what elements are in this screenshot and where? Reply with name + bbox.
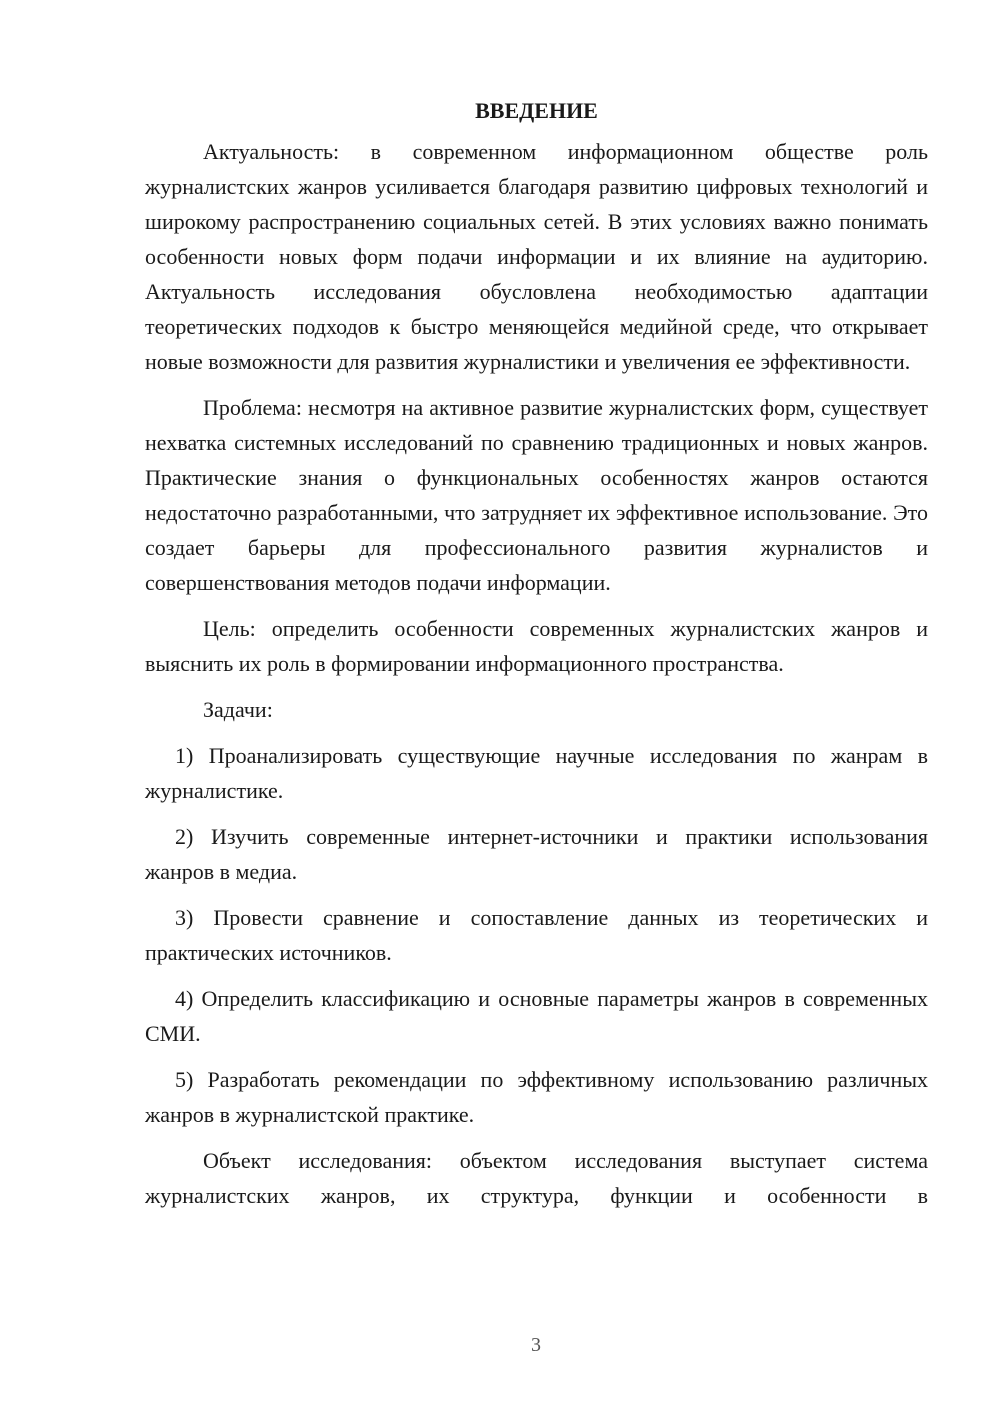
task-item: 1) Проанализировать существующие научные исследования по жанрам в журналистике. xyxy=(145,743,928,803)
task-item: 2) Изучить современные интернет-источники и практики использования жанров в медиа. xyxy=(145,824,928,884)
paragraph-problem: Проблема: несмотря на активное развитие журналистских форм, существует нехватка системных исследований по сравнению традиционных и новых жанров. Практические знания о функциональных особенностях жанров остаются недостаточно разработанными, что затрудняет их эффективное использование. Это создает барьеры для профессионального развития журналистов и совершенствования методов подачи информации. xyxy=(145,395,928,595)
section-title: ВВЕДЕНИЕ xyxy=(475,98,598,123)
paragraph-tasks-heading: Задачи: xyxy=(203,697,273,722)
document-page xyxy=(145,96,928,1224)
task-item: 3) Провести сравнение и сопоставление данных из теоретических и практических источников. xyxy=(145,905,928,965)
paragraph-goal: Цель: определить особенности современных журналистских жанров и выяснить их роль в формировании информационного пространства. xyxy=(145,616,928,676)
paragraph-relevance: Актуальность: в современном информационном обществе роль журналистских жанров усиливается благодаря развитию цифровых технологий и широкому распространению социальных сетей. В этих условиях важно понимать особенности новых форм подачи информации и их влияние на аудиторию. Актуальность исследования обусловлена необходимостью адаптации теоретических подходов к быстро меняющейся медийной среде, что открывает новые возможности для развития журналистики и увеличения ее эффективности. xyxy=(145,139,928,374)
task-item: 5) Разработать рекомендации по эффективному использованию различных жанров в журналистской практике. xyxy=(145,1067,928,1127)
page-number: 3 xyxy=(531,1334,541,1356)
task-item: 4) Определить классификацию и основные параметры жанров в современных СМИ. xyxy=(145,986,928,1046)
paragraph-object: Объект исследования: объектом исследования выступает система журналистских жанров, их структура, функции и особенности в xyxy=(145,1148,928,1208)
